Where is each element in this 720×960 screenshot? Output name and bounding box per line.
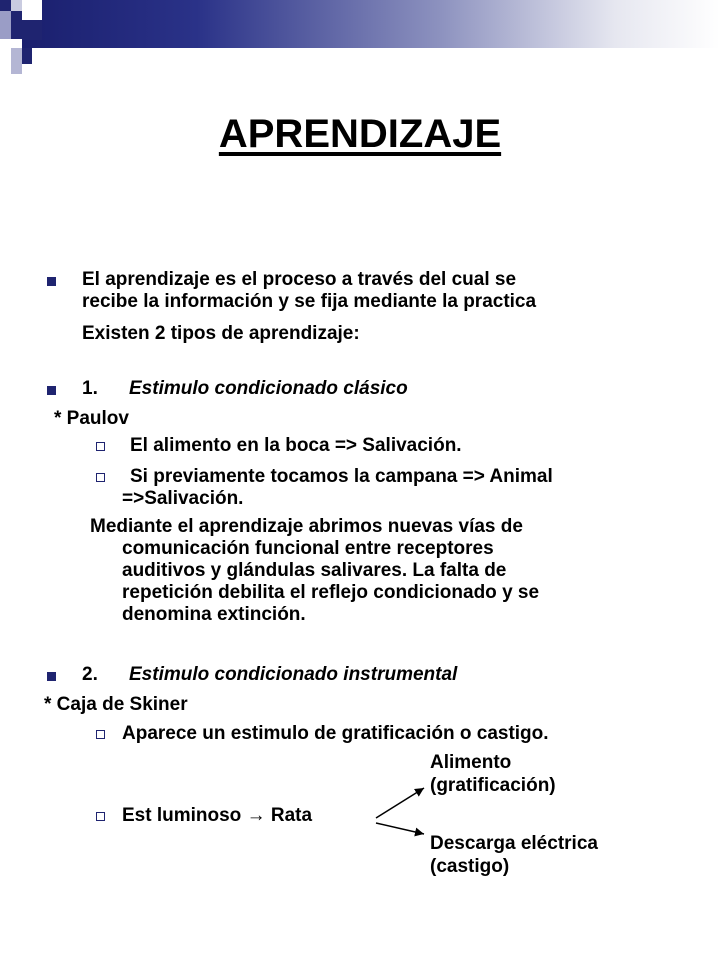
hollow-bullet-icon: [96, 442, 105, 451]
punishment-label: (castigo): [430, 856, 510, 877]
stimulus-label: Est luminoso → Rata: [122, 805, 313, 826]
deco-square: [0, 0, 11, 11]
hollow-bullet-icon: [96, 473, 105, 482]
reward-label: Alimento: [430, 752, 512, 773]
deco-square: [22, 0, 42, 20]
arrow-down-icon: [376, 823, 424, 834]
deco-square: [11, 11, 22, 39]
section2-number: 2.: [82, 664, 98, 685]
hollow-bullet-icon: [96, 812, 105, 821]
section2-author: * Caja de Skiner: [44, 694, 188, 715]
section2-sub-item: Aparece un estimulo de gratificación o castigo.: [122, 723, 549, 744]
section1-sub-item: =>Salivación.: [122, 488, 244, 509]
section1-paragraph-line: comunicación funcional entre receptores: [122, 538, 494, 559]
punishment-label: Descarga eléctrica: [430, 833, 598, 854]
bullet-square-icon: [47, 277, 56, 286]
section1-paragraph-line: auditivos y glándulas salivares. La falta de: [122, 560, 507, 581]
deco-square: [0, 11, 11, 39]
intro-line: El aprendizaje es el proceso a través del cual se: [82, 269, 517, 290]
section1-paragraph-line: Mediante el aprendizaje abrimos nuevas vías de: [90, 516, 523, 537]
section1-heading: Estimulo condicionado clásico: [129, 378, 408, 399]
branch-arrows: [360, 780, 440, 840]
deco-square: [22, 48, 32, 64]
section1-paragraph-line: repetición debilita el reflejo condicionado y se: [122, 582, 540, 603]
deco-square: [11, 0, 22, 11]
intro-line: Existen 2 tipos de aprendizaje:: [82, 323, 360, 344]
section1-number: 1.: [82, 378, 98, 399]
reward-label: (gratificación): [430, 775, 556, 796]
section2-heading: Estimulo condicionado instrumental: [129, 664, 458, 685]
arrow-up-icon: [376, 788, 424, 818]
deco-square: [22, 20, 42, 40]
deco-square: [11, 48, 22, 74]
header-gradient-band: [22, 0, 720, 48]
section1-author: * Paulov: [54, 408, 129, 429]
hollow-bullet-icon: [96, 730, 105, 739]
section1-paragraph-line: denomina extinción.: [122, 604, 306, 625]
section1-sub-item: Si previamente tocamos la campana => Animal: [130, 466, 553, 487]
intro-line: recibe la información y se fija mediante la practica: [82, 291, 537, 312]
bullet-square-icon: [47, 386, 56, 395]
bullet-square-icon: [47, 672, 56, 681]
page-title: APRENDIZAJE: [218, 112, 502, 156]
section1-sub-item: El alimento en la boca => Salivación.: [130, 435, 462, 456]
